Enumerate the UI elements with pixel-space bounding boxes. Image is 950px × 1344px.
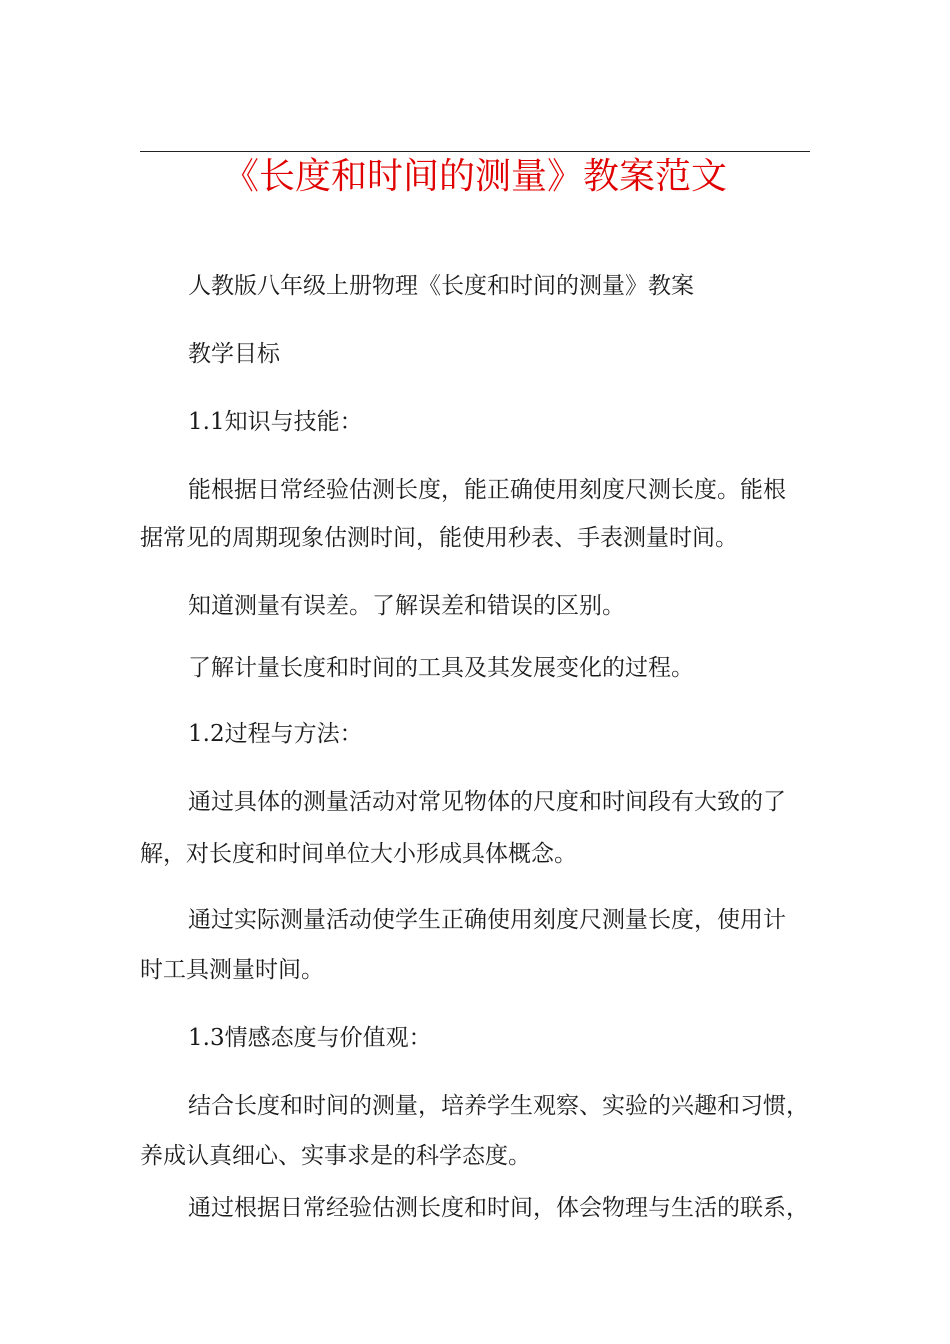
subsection-heading-process-methods: 1.2过程与方法： — [188, 721, 363, 747]
section-heading-teaching-goals: 教学目标 — [188, 341, 280, 367]
paragraph-line: 养成认真细心、实事求是的科学态度。 — [140, 1143, 531, 1169]
subtitle-line: 人教版八年级上册物理《长度和时间的测量》教案 — [188, 273, 694, 299]
document-title: 《长度和时间的测量》教案范文 — [222, 156, 727, 197]
paragraph-line: 时工具测量时间。 — [140, 957, 324, 983]
paragraph-line: 通过根据日常经验估测长度和时间，体会物理与生活的联系， — [188, 1195, 809, 1221]
paragraph-line: 结合长度和时间的测量，培养学生观察、实验的兴趣和习惯， — [188, 1093, 809, 1119]
paragraph-line: 解，对长度和时间单位大小形成具体概念。 — [140, 841, 577, 867]
paragraph-line: 据常见的周期现象估测时间，能使用秒表、手表测量时间。 — [140, 525, 738, 551]
paragraph-line: 通过具体的测量活动对常见物体的尺度和时间段有大致的了 — [188, 789, 786, 815]
paragraph-line: 了解计量长度和时间的工具及其发展变化的过程。 — [188, 655, 694, 681]
subsection-heading-emotional-attitude: 1.3情感态度与价值观： — [188, 1025, 432, 1051]
paragraph-line: 能根据日常经验估测长度，能正确使用刻度尺测长度。能根 — [188, 477, 786, 503]
paragraph-line: 知道测量有误差。了解误差和错误的区别。 — [188, 593, 625, 619]
subsection-heading-knowledge-skills: 1.1知识与技能： — [188, 409, 363, 435]
paragraph-line: 通过实际测量活动使学生正确使用刻度尺测量长度，使用计 — [188, 907, 786, 933]
